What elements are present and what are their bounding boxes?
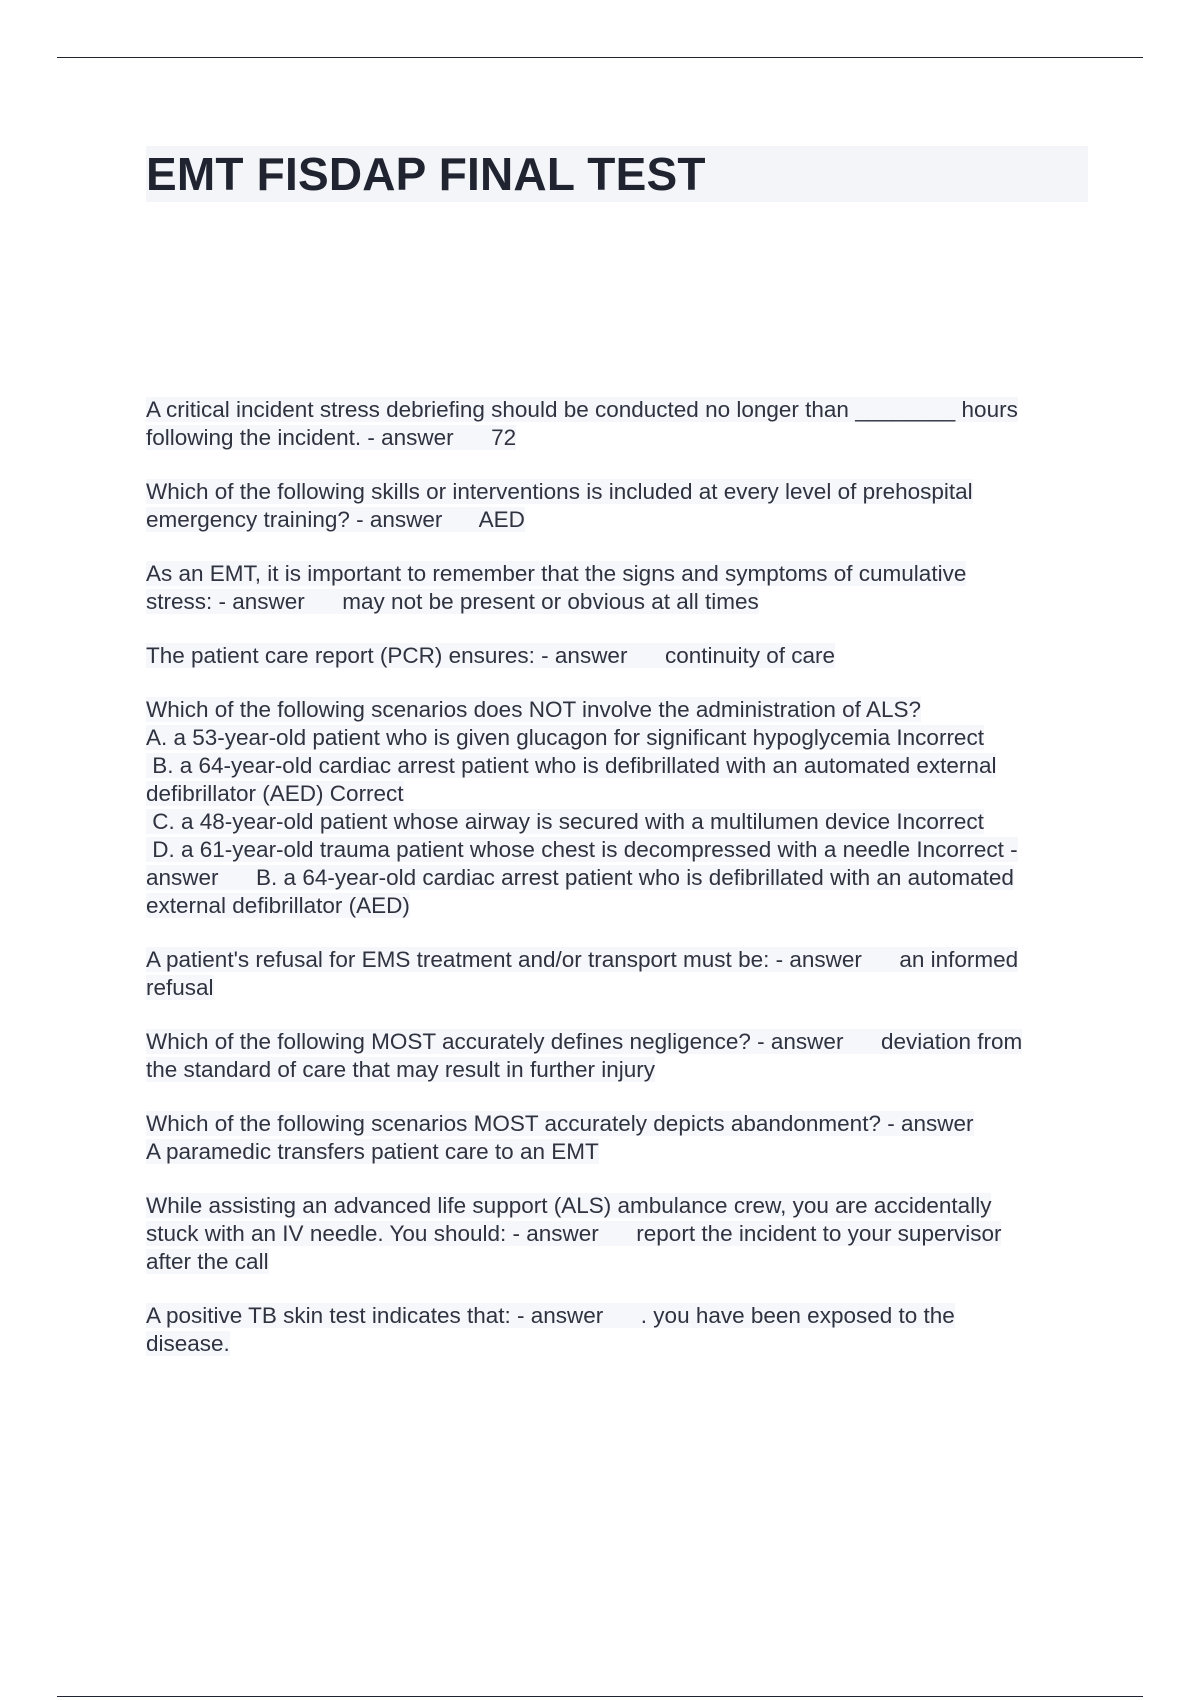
text-line (146, 396, 1092, 424)
text-line-content: As an EMT, it is important to remember that the signs and symptoms of cumulative (146, 561, 967, 586)
text-line (146, 1248, 1092, 1276)
text-line (146, 642, 1092, 670)
text-line-content: B. a 64-year-old cardiac arrest patient who is defibrillated with an automated external (146, 753, 997, 778)
text-line (146, 780, 1092, 808)
text-line (146, 560, 1092, 588)
text-line-content: external defibrillator (AED) (146, 893, 410, 918)
bottom-rule (57, 1696, 1143, 1697)
text-line (146, 1056, 1092, 1084)
text-line-content: emergency training? - answer AED (146, 507, 525, 532)
text-line-content: A critical incident stress debriefing should be conducted no longer than ________ hours (146, 397, 1018, 422)
text-line-content: the standard of care that may result in further injury (146, 1057, 655, 1082)
text-line (146, 752, 1092, 780)
text-line (146, 696, 1092, 724)
document-title: EMT FISDAP FINAL TEST (146, 148, 706, 200)
text-line-content: A paramedic transfers patient care to an EMT (146, 1139, 599, 1164)
question-answer-item (146, 560, 1092, 616)
text-line-content: refusal (146, 975, 214, 1000)
text-line-content: following the incident. - answer 72 (146, 425, 517, 450)
text-line (146, 892, 1092, 920)
question-answer-item (146, 1028, 1092, 1084)
text-line-content: A patient's refusal for EMS treatment and/or transport must be: - answer an informed (146, 947, 1019, 972)
text-line (146, 506, 1092, 534)
text-line (146, 724, 1092, 752)
text-line-content: Which of the following skills or interventions is included at every level of prehospital (146, 479, 973, 504)
text-line (146, 836, 1092, 864)
text-line-content: Which of the following MOST accurately defines negligence? - answer deviation from (146, 1029, 1023, 1054)
top-rule (57, 57, 1143, 58)
text-line (146, 1110, 1092, 1138)
question-answer-item (146, 1192, 1092, 1276)
text-line (146, 1138, 1092, 1166)
text-line (146, 864, 1092, 892)
text-line-content: Which of the following scenarios does NOT involve the administration of ALS? (146, 697, 921, 722)
text-line (146, 946, 1092, 974)
text-line (146, 1302, 1092, 1330)
text-line-content: answer B. a 64-year-old cardiac arrest patient who is defibrillated with an automated (146, 865, 1014, 890)
text-line-content: after the call (146, 1249, 269, 1274)
text-line-content: A positive TB skin test indicates that: - answer . you have been exposed to the (146, 1303, 955, 1328)
text-line-content: Which of the following scenarios MOST accurately depicts abandonment? - answer (146, 1111, 974, 1136)
question-answer-item (146, 478, 1092, 534)
text-line-content: D. a 61-year-old trauma patient whose chest is decompressed with a needle Incorrect - (146, 837, 1018, 862)
text-line-content: The patient care report (PCR) ensures: - answer continuity of care (146, 643, 836, 668)
text-line-content: A. a 53-year-old patient who is given glucagon for significant hypoglycemia Incorrect (146, 725, 984, 750)
question-answer-item (146, 1302, 1092, 1358)
text-line-content: disease. (146, 1331, 230, 1356)
text-line (146, 1330, 1092, 1358)
question-answer-item (146, 1110, 1092, 1166)
text-line (146, 1028, 1092, 1056)
text-line (146, 1220, 1092, 1248)
question-answer-item (146, 946, 1092, 1002)
text-line (146, 974, 1092, 1002)
question-answer-item (146, 396, 1092, 452)
text-line-content: stress: - answer may not be present or obvious at all times (146, 589, 759, 614)
question-answer-item (146, 696, 1092, 920)
text-line-content: C. a 48-year-old patient whose airway is secured with a multilumen device Incorrect (146, 809, 984, 834)
text-line-content: While assisting an advanced life support (ALS) ambulance crew, you are accidentally (146, 1193, 992, 1218)
question-answer-item (146, 642, 1092, 670)
text-line (146, 808, 1092, 836)
text-line-content: stuck with an IV needle. You should: - answer report the incident to your supervisor (146, 1221, 1002, 1246)
text-line (146, 424, 1092, 452)
text-line (146, 1192, 1092, 1220)
question-answer-list (146, 396, 1092, 1384)
text-line (146, 478, 1092, 506)
text-line (146, 588, 1092, 616)
text-line-content: defibrillator (AED) Correct (146, 781, 404, 806)
